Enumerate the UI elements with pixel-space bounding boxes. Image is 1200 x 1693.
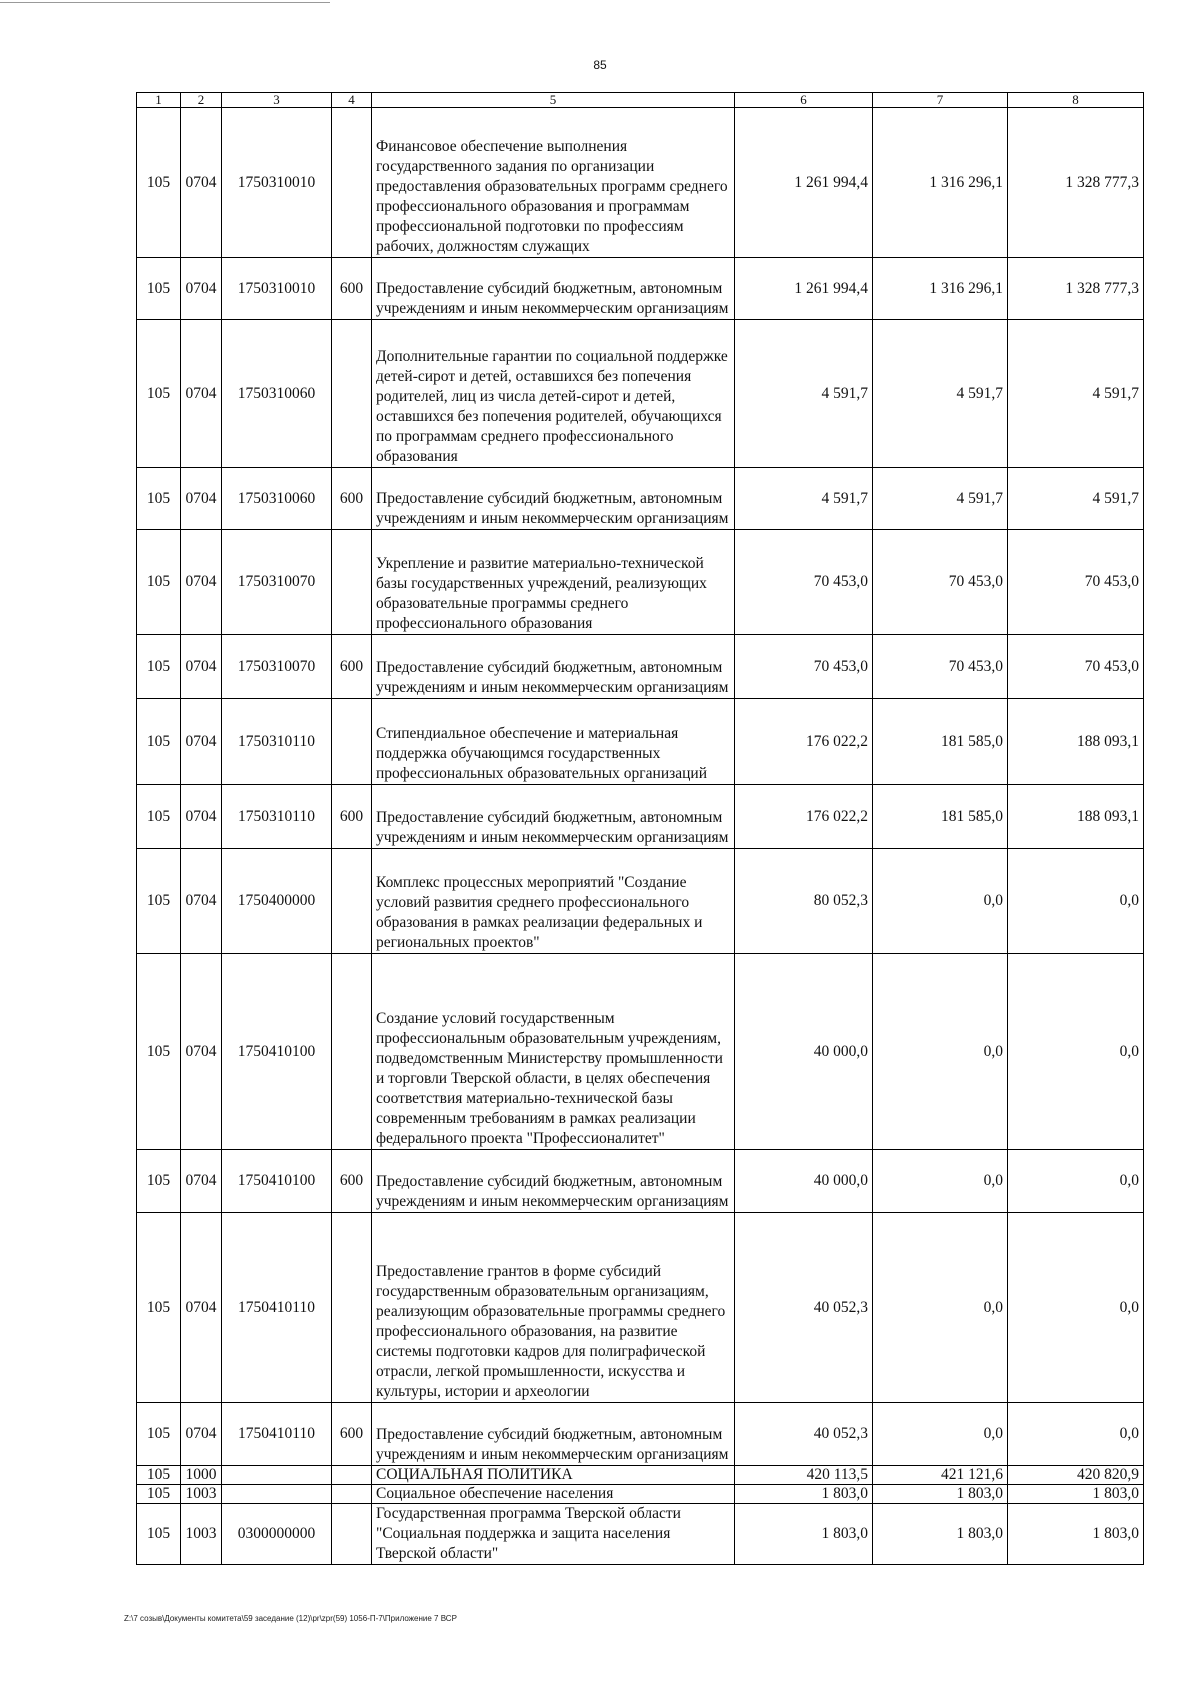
cell-amount-7: 0,0 — [873, 1403, 1008, 1466]
cell-admin: 105 — [137, 530, 181, 635]
cell-admin: 105 — [137, 320, 181, 468]
cell-amount-6: 1 803,0 — [735, 1504, 873, 1565]
cell-amount-7: 4 591,7 — [873, 320, 1008, 468]
cell-description: Дополнительные гарантии по социальной поддержке детей-сирот и детей, оставшихся без попечения родителей, лиц из числа детей-сирот и детей, оставшихся без попечения родителей, обучающихся по программам среднего профессионального образования — [372, 320, 735, 468]
page-number: 85 — [593, 58, 607, 72]
budget-table — [136, 92, 1144, 1565]
table-row — [137, 1150, 1144, 1213]
cell-admin: 105 — [137, 635, 181, 699]
cell-amount-8: 0,0 — [1008, 1213, 1144, 1403]
cell-expense-type — [332, 1213, 372, 1403]
cell-expense-type: 600 — [332, 468, 372, 530]
cell-description: Укрепление и развитие материально-технической базы государственных учреждений, реализующих образовательные программы среднего профессионального образования — [372, 530, 735, 635]
cell-target-article — [222, 1485, 332, 1504]
cell-amount-8: 4 591,7 — [1008, 468, 1144, 530]
cell-description: Социальное обеспечение населения — [372, 1485, 735, 1504]
table-row — [137, 785, 1144, 849]
cell-admin: 105 — [137, 1150, 181, 1213]
cell-admin: 105 — [137, 1485, 181, 1504]
cell-target-article: 1750310010 — [222, 108, 332, 258]
cell-section: 1003 — [181, 1485, 222, 1504]
cell-admin: 105 — [137, 468, 181, 530]
table-row — [137, 849, 1144, 954]
cell-amount-6: 70 453,0 — [735, 635, 873, 699]
cell-expense-type — [332, 849, 372, 954]
cell-amount-6: 1 261 994,4 — [735, 108, 873, 258]
col-header-4: 4 — [332, 93, 372, 108]
cell-section: 0704 — [181, 635, 222, 699]
cell-section: 0704 — [181, 699, 222, 785]
cell-section: 0704 — [181, 1403, 222, 1466]
col-header-2: 2 — [181, 93, 222, 108]
table-row — [137, 635, 1144, 699]
table-row — [137, 1403, 1144, 1466]
cell-section: 1000 — [181, 1466, 222, 1485]
cell-amount-7: 4 591,7 — [873, 468, 1008, 530]
cell-amount-8: 70 453,0 — [1008, 530, 1144, 635]
cell-description: Предоставление субсидий бюджетным, автономным учреждениям и иным некоммерческим организациям — [372, 635, 735, 699]
cell-description: Комплекс процессных мероприятий "Создание условий развития среднего профессионального образования в рамках реализации федеральных и региональных проектов" — [372, 849, 735, 954]
cell-amount-8: 1 803,0 — [1008, 1485, 1144, 1504]
cell-section: 0704 — [181, 785, 222, 849]
cell-amount-6: 40 052,3 — [735, 1403, 873, 1466]
col-header-6: 6 — [735, 93, 873, 108]
cell-section: 0704 — [181, 258, 222, 320]
cell-amount-8: 4 591,7 — [1008, 320, 1144, 468]
cell-target-article: 1750310110 — [222, 785, 332, 849]
cell-amount-8: 188 093,1 — [1008, 785, 1144, 849]
cell-target-article: 1750400000 — [222, 849, 332, 954]
cell-description: Предоставление субсидий бюджетным, автономным учреждениям и иным некоммерческим организациям — [372, 468, 735, 530]
cell-amount-6: 80 052,3 — [735, 849, 873, 954]
cell-amount-7: 1 316 296,1 — [873, 258, 1008, 320]
cell-expense-type: 600 — [332, 258, 372, 320]
cell-description: СОЦИАЛЬНАЯ ПОЛИТИКА — [372, 1466, 735, 1485]
cell-target-article: 1750310010 — [222, 258, 332, 320]
cell-amount-7: 1 316 296,1 — [873, 108, 1008, 258]
cell-amount-6: 40 000,0 — [735, 1150, 873, 1213]
cell-section: 0704 — [181, 1213, 222, 1403]
footer-file-path: Z:\7 созыв\Документы комитета\59 заседание (12)\pr\zpr(59) 1056-П-7\Приложение 7 ВСР — [124, 1614, 457, 1623]
cell-description: Стипендиальное обеспечение и материальная поддержка обучающимся государственных профессиональных образовательных организаций — [372, 699, 735, 785]
cell-target-article: 1750410110 — [222, 1213, 332, 1403]
cell-section: 0704 — [181, 954, 222, 1150]
table-row — [137, 468, 1144, 530]
cell-target-article: 1750310060 — [222, 468, 332, 530]
cell-target-article — [222, 1466, 332, 1485]
cell-amount-7: 70 453,0 — [873, 530, 1008, 635]
cell-section: 0704 — [181, 530, 222, 635]
cell-expense-type — [332, 108, 372, 258]
table-row — [137, 1504, 1144, 1565]
table-row — [137, 530, 1144, 635]
table-row — [137, 1485, 1144, 1504]
cell-target-article: 1750410100 — [222, 954, 332, 1150]
cell-description: Предоставление субсидий бюджетным, автономным учреждениям и иным некоммерческим организациям — [372, 1150, 735, 1213]
cell-expense-type: 600 — [332, 1403, 372, 1466]
cell-target-article: 1750310110 — [222, 699, 332, 785]
cell-admin: 105 — [137, 1504, 181, 1565]
cell-amount-8: 188 093,1 — [1008, 699, 1144, 785]
cell-expense-type: 600 — [332, 635, 372, 699]
cell-admin: 105 — [137, 954, 181, 1150]
scan-top-rule — [0, 2, 330, 3]
cell-admin: 105 — [137, 1466, 181, 1485]
table-row — [137, 954, 1144, 1150]
cell-expense-type — [332, 1504, 372, 1565]
cell-amount-8: 0,0 — [1008, 954, 1144, 1150]
cell-amount-6: 40 052,3 — [735, 1213, 873, 1403]
cell-amount-6: 176 022,2 — [735, 699, 873, 785]
cell-section: 1003 — [181, 1504, 222, 1565]
cell-amount-8: 420 820,9 — [1008, 1466, 1144, 1485]
cell-amount-8: 0,0 — [1008, 849, 1144, 954]
cell-admin: 105 — [137, 258, 181, 320]
cell-description: Финансовое обеспечение выполнения государственного задания по организации предоставления образовательных программ среднего профессионального образования и программам профессиональной подготовки по профессиям рабочих, должностям служащих — [372, 108, 735, 258]
col-header-8: 8 — [1008, 93, 1144, 108]
cell-admin: 105 — [137, 699, 181, 785]
cell-expense-type — [332, 320, 372, 468]
cell-amount-6: 420 113,5 — [735, 1466, 873, 1485]
col-header-3: 3 — [222, 93, 332, 108]
cell-admin: 105 — [137, 849, 181, 954]
cell-amount-8: 1 328 777,3 — [1008, 258, 1144, 320]
cell-expense-type — [332, 1466, 372, 1485]
cell-description: Предоставление субсидий бюджетным, автономным учреждениям и иным некоммерческим организациям — [372, 785, 735, 849]
cell-amount-8: 0,0 — [1008, 1403, 1144, 1466]
cell-amount-6: 4 591,7 — [735, 320, 873, 468]
cell-amount-7: 0,0 — [873, 1213, 1008, 1403]
cell-expense-type — [332, 699, 372, 785]
cell-admin: 105 — [137, 785, 181, 849]
cell-description: Предоставление субсидий бюджетным, автономным учреждениям и иным некоммерческим организациям — [372, 258, 735, 320]
table-row — [137, 320, 1144, 468]
cell-amount-8: 1 328 777,3 — [1008, 108, 1144, 258]
header-row — [137, 93, 1144, 108]
table-row — [137, 1213, 1144, 1403]
cell-expense-type — [332, 1485, 372, 1504]
cell-amount-8: 0,0 — [1008, 1150, 1144, 1213]
cell-admin: 105 — [137, 1403, 181, 1466]
table-row — [137, 1466, 1144, 1485]
cell-target-article: 1750310070 — [222, 635, 332, 699]
cell-amount-6: 70 453,0 — [735, 530, 873, 635]
table-row — [137, 108, 1144, 258]
cell-section: 0704 — [181, 1150, 222, 1213]
cell-admin: 105 — [137, 1213, 181, 1403]
cell-expense-type — [332, 530, 372, 635]
col-header-7: 7 — [873, 93, 1008, 108]
col-header-5: 5 — [372, 93, 735, 108]
cell-target-article: 1750310060 — [222, 320, 332, 468]
cell-description: Создание условий государственным профессиональным образовательным учреждениям, подведомственным Министерству промышленности и торговли Тверской области, в целях обеспечения соответствия материально-технической базы современным требованиям в рамках реализации федерального проекта "Профессионалитет" — [372, 954, 735, 1150]
cell-amount-8: 1 803,0 — [1008, 1504, 1144, 1565]
cell-expense-type: 600 — [332, 1150, 372, 1213]
cell-amount-7: 421 121,6 — [873, 1466, 1008, 1485]
col-header-1: 1 — [137, 93, 181, 108]
cell-section: 0704 — [181, 468, 222, 530]
cell-amount-7: 1 803,0 — [873, 1504, 1008, 1565]
cell-section: 0704 — [181, 320, 222, 468]
table-row — [137, 258, 1144, 320]
cell-amount-7: 70 453,0 — [873, 635, 1008, 699]
cell-amount-7: 181 585,0 — [873, 699, 1008, 785]
cell-target-article: 1750410110 — [222, 1403, 332, 1466]
cell-amount-8: 70 453,0 — [1008, 635, 1144, 699]
cell-amount-6: 1 261 994,4 — [735, 258, 873, 320]
cell-amount-6: 40 000,0 — [735, 954, 873, 1150]
cell-description: Предоставление субсидий бюджетным, автономным учреждениям и иным некоммерческим организациям — [372, 1403, 735, 1466]
cell-amount-7: 181 585,0 — [873, 785, 1008, 849]
cell-expense-type: 600 — [332, 785, 372, 849]
cell-amount-6: 4 591,7 — [735, 468, 873, 530]
cell-amount-7: 0,0 — [873, 954, 1008, 1150]
cell-admin: 105 — [137, 108, 181, 258]
cell-amount-7: 0,0 — [873, 1150, 1008, 1213]
cell-target-article: 1750310070 — [222, 530, 332, 635]
table-row — [137, 699, 1144, 785]
cell-target-article: 1750410100 — [222, 1150, 332, 1213]
cell-target-article: 0300000000 — [222, 1504, 332, 1565]
cell-amount-6: 176 022,2 — [735, 785, 873, 849]
cell-amount-7: 1 803,0 — [873, 1485, 1008, 1504]
cell-description: Государственная программа Тверской области "Социальная поддержка и защита населения Тверской области" — [372, 1504, 735, 1565]
cell-amount-7: 0,0 — [873, 849, 1008, 954]
cell-expense-type — [332, 954, 372, 1150]
cell-section: 0704 — [181, 849, 222, 954]
cell-description: Предоставление грантов в форме субсидий государственным образовательным организациям, реализующим образовательные программы среднего профессионального образования, на развитие системы подготовки кадров для полиграфической отрасли, легкой промышленности, искусства и культуры, истории и археологии — [372, 1213, 735, 1403]
cell-amount-6: 1 803,0 — [735, 1485, 873, 1504]
cell-section: 0704 — [181, 108, 222, 258]
